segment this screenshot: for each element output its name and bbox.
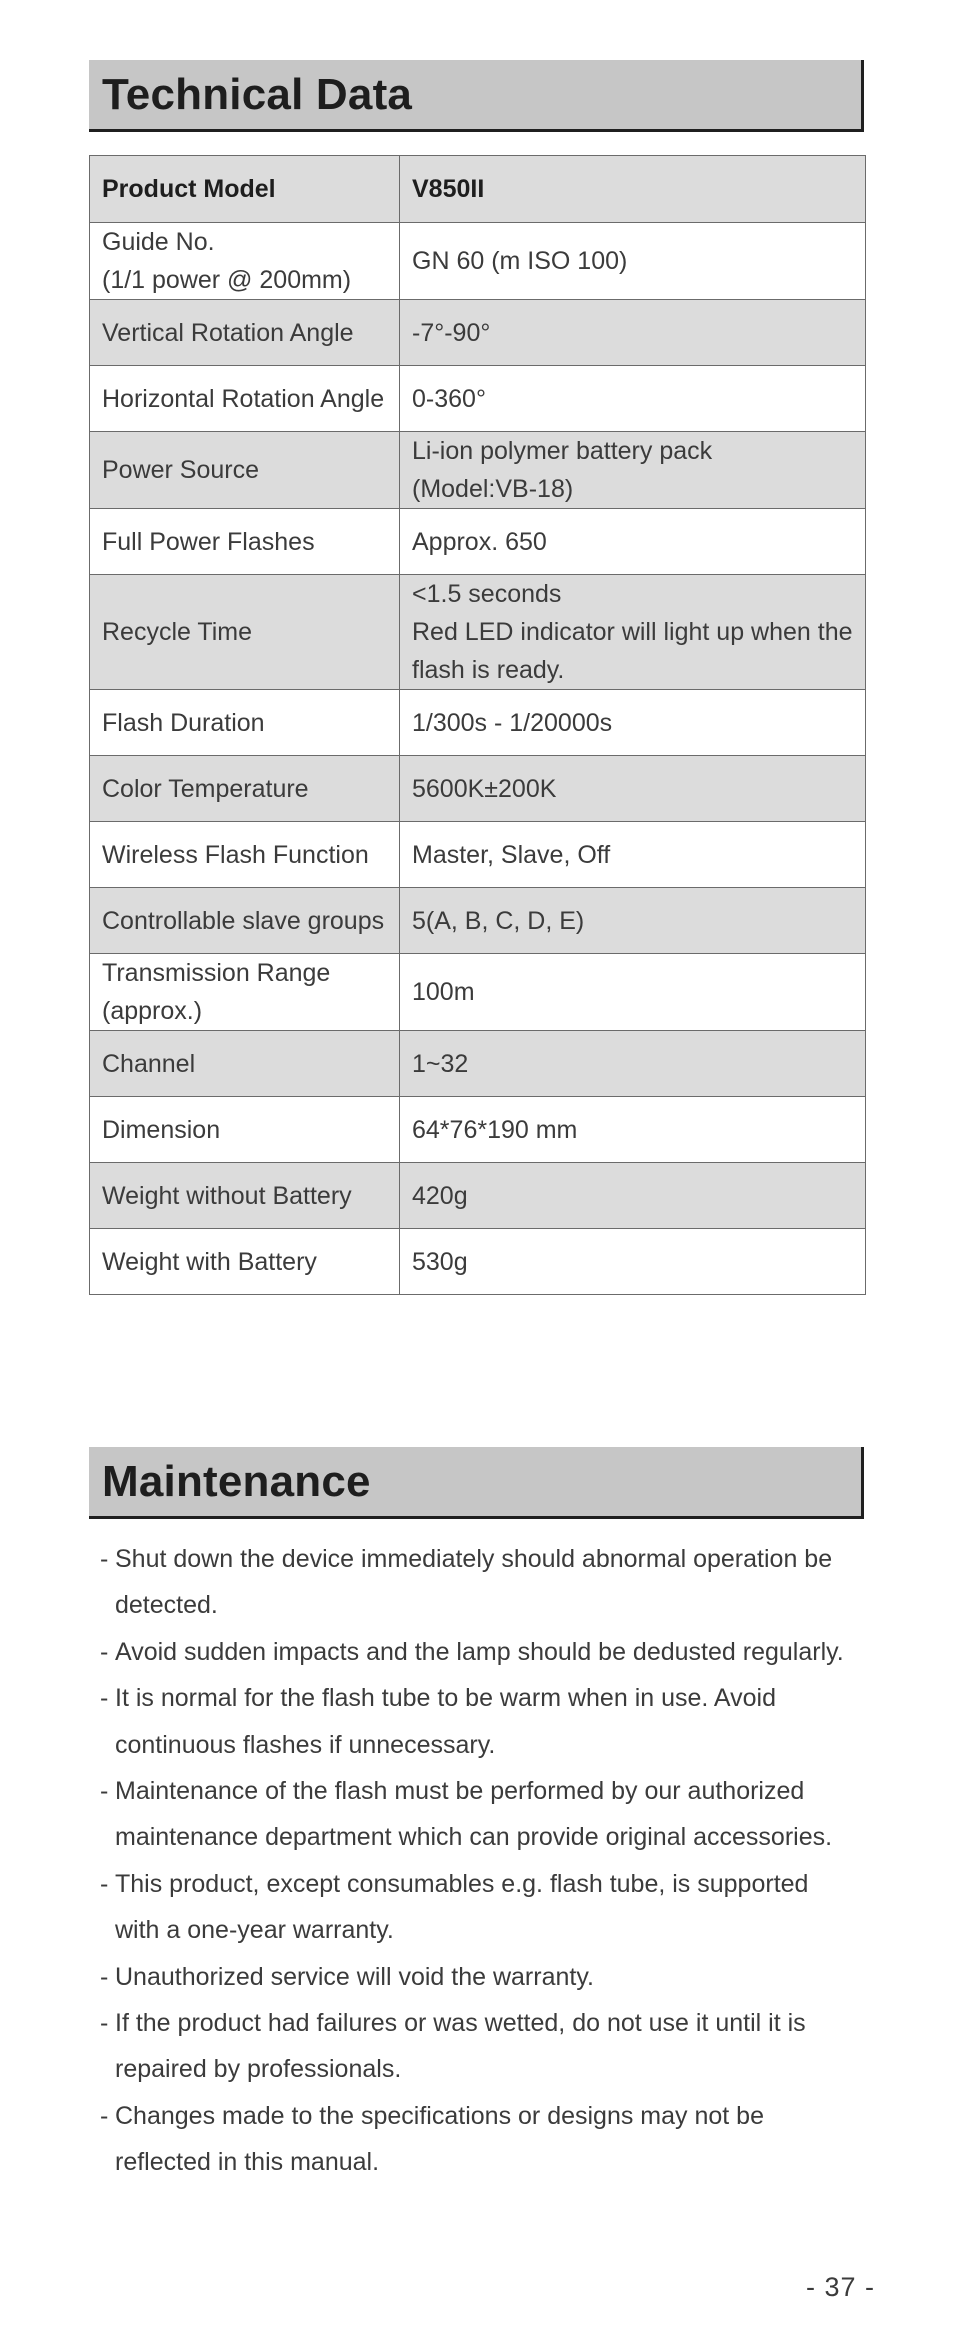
spec-label-line: Vertical Rotation Angle (102, 318, 354, 347)
maintenance-line: Shut down the device immediately should abnormal operation be (115, 1545, 833, 1573)
spec-value (400, 366, 866, 432)
spec-label (90, 1229, 400, 1295)
spec-value (400, 1097, 866, 1163)
spec-label (90, 300, 400, 366)
spec-value-line: <1.5 seconds (412, 580, 562, 608)
maintenance-line: reflected in this manual. (115, 2148, 380, 2177)
table-row (90, 822, 866, 888)
list-item (100, 1954, 880, 2000)
table-row (90, 432, 866, 509)
table-row (90, 1031, 866, 1097)
maintenance-line: maintenance department which can provide original accessories. (115, 1823, 833, 1852)
spec-label (90, 366, 400, 432)
spec-label-line: Transmission Range (102, 959, 331, 987)
list-item (100, 2000, 880, 2093)
bullet-dash: - (100, 1684, 109, 1713)
spec-value-line: 5(A, B, C, D, E) (412, 906, 585, 935)
bullet-dash: - (100, 2009, 109, 2038)
list-item (100, 1629, 880, 1675)
spec-value-line: Approx. 650 (412, 527, 547, 556)
spec-label-line: Horizontal Rotation Angle (102, 384, 385, 413)
list-item (100, 1861, 880, 1954)
list-item (100, 2093, 880, 2186)
spec-value-line: flash is ready. (412, 656, 565, 684)
bullet-dash: - (100, 2101, 109, 2130)
spec-label-line: Controllable slave groups (102, 906, 385, 935)
spec-value (400, 690, 866, 756)
spec-label-line: Dimension (102, 1115, 221, 1144)
spec-value (400, 888, 866, 954)
spec-label (90, 432, 400, 509)
spec-label-line: Recycle Time (102, 618, 253, 646)
spec-value-line: 100m (412, 978, 475, 1006)
technical-data-table (89, 155, 866, 1295)
spec-label (90, 954, 400, 1031)
maintenance-line: If the product had failures or was wetted, do not use it until it is (115, 2009, 806, 2038)
spec-value (400, 1229, 866, 1295)
spec-label-line: Full Power Flashes (102, 527, 315, 556)
maintenance-line: Changes made to the specifications or designs may not be (115, 2101, 764, 2130)
spec-value (400, 509, 866, 575)
spec-value (400, 223, 866, 300)
spec-value (400, 822, 866, 888)
spec-value (400, 575, 866, 690)
bullet-dash: - (100, 1777, 109, 1806)
spec-value-line: Red LED indicator will light up when the (412, 618, 853, 646)
spec-label (90, 888, 400, 954)
spec-value (400, 1031, 866, 1097)
spec-value (400, 300, 866, 366)
table-row (90, 223, 866, 300)
page-number: - 37 - (805, 2272, 875, 2302)
spec-label-line: Weight without Battery (102, 1181, 352, 1210)
table-row (90, 756, 866, 822)
spec-value-line: -7°-90° (412, 318, 491, 347)
spec-label (90, 1163, 400, 1229)
spec-label-line: Flash Duration (102, 708, 265, 737)
spec-value (400, 954, 866, 1031)
spec-label (90, 690, 400, 756)
maintenance-list (100, 1536, 880, 2186)
spec-label-line: Color Temperature (102, 774, 309, 803)
technical-data-header (89, 60, 864, 132)
spec-label-line: Power Source (102, 456, 260, 484)
spec-value-line: 5600K±200K (412, 774, 557, 803)
table-row (90, 575, 866, 690)
spec-value-line: (Model:VB-18) (412, 475, 574, 503)
table-header-row (90, 156, 866, 223)
technical-data-title: Technical Data (102, 69, 413, 119)
product-model-value: V850II (400, 156, 866, 223)
maintenance-header (89, 1447, 864, 1519)
spec-value-line: 1~32 (412, 1049, 469, 1078)
spec-label (90, 509, 400, 575)
table-row (90, 300, 866, 366)
list-item (100, 1675, 880, 1768)
spec-label-line: (approx.) (102, 997, 203, 1025)
maintenance-line: detected. (115, 1591, 218, 1620)
maintenance-line: Avoid sudden impacts and the lamp should be dedusted regularly. (115, 1637, 844, 1666)
maintenance-line: Maintenance of the flash must be performed by our authorized (115, 1777, 805, 1806)
spec-label-line: Weight with Battery (102, 1247, 317, 1276)
bullet-dash: - (100, 1545, 109, 1573)
spec-value (400, 756, 866, 822)
spec-value-line: 0-360° (412, 384, 486, 413)
spec-label-line: Channel (102, 1049, 196, 1078)
maintenance-line: continuous flashes if unnecessary. (115, 1730, 496, 1759)
spec-label (90, 822, 400, 888)
bullet-dash: - (100, 1637, 109, 1666)
spec-value-line: 530g (412, 1247, 468, 1276)
spec-label-line: Wireless Flash Function (102, 840, 369, 869)
spec-label (90, 575, 400, 690)
maintenance-line: This product, except consumables e.g. flash tube, is supported (115, 1869, 809, 1898)
maintenance-line: It is normal for the flash tube to be warm when in use. Avoid (115, 1684, 776, 1713)
list-item (100, 1768, 880, 1861)
spec-label (90, 1031, 400, 1097)
table-row (90, 1229, 866, 1295)
table-row (90, 366, 866, 432)
spec-value-line: 64*76*190 mm (412, 1115, 578, 1144)
spec-label (90, 1097, 400, 1163)
spec-value-line: Master, Slave, Off (412, 840, 611, 869)
list-item (100, 1536, 880, 1629)
spec-label-line: Guide No. (102, 228, 215, 256)
spec-value-line: 1/300s - 1/20000s (412, 708, 613, 737)
spec-value-line: 420g (412, 1181, 468, 1210)
table-row (90, 1097, 866, 1163)
table-row (90, 888, 866, 954)
table-row (90, 509, 866, 575)
bullet-dash: - (100, 1869, 109, 1898)
maintenance-line: repaired by professionals. (115, 2055, 402, 2084)
spec-value-line: Li-ion polymer battery pack (412, 437, 713, 465)
spec-value-line: GN 60 (m ISO 100) (412, 247, 628, 275)
spec-label-line: (1/1 power @ 200mm) (102, 266, 352, 294)
spec-value (400, 432, 866, 509)
maintenance-line: with a one-year warranty. (115, 1916, 394, 1945)
maintenance-line: Unauthorized service will void the warranty. (115, 1962, 594, 1991)
table-row (90, 1163, 866, 1229)
spec-label (90, 223, 400, 300)
table-row (90, 690, 866, 756)
spec-label (90, 756, 400, 822)
table-row (90, 954, 866, 1031)
product-model-label: Product Model (90, 156, 400, 223)
spec-value (400, 1163, 866, 1229)
bullet-dash: - (100, 1962, 109, 1991)
maintenance-title: Maintenance (102, 1456, 371, 1506)
